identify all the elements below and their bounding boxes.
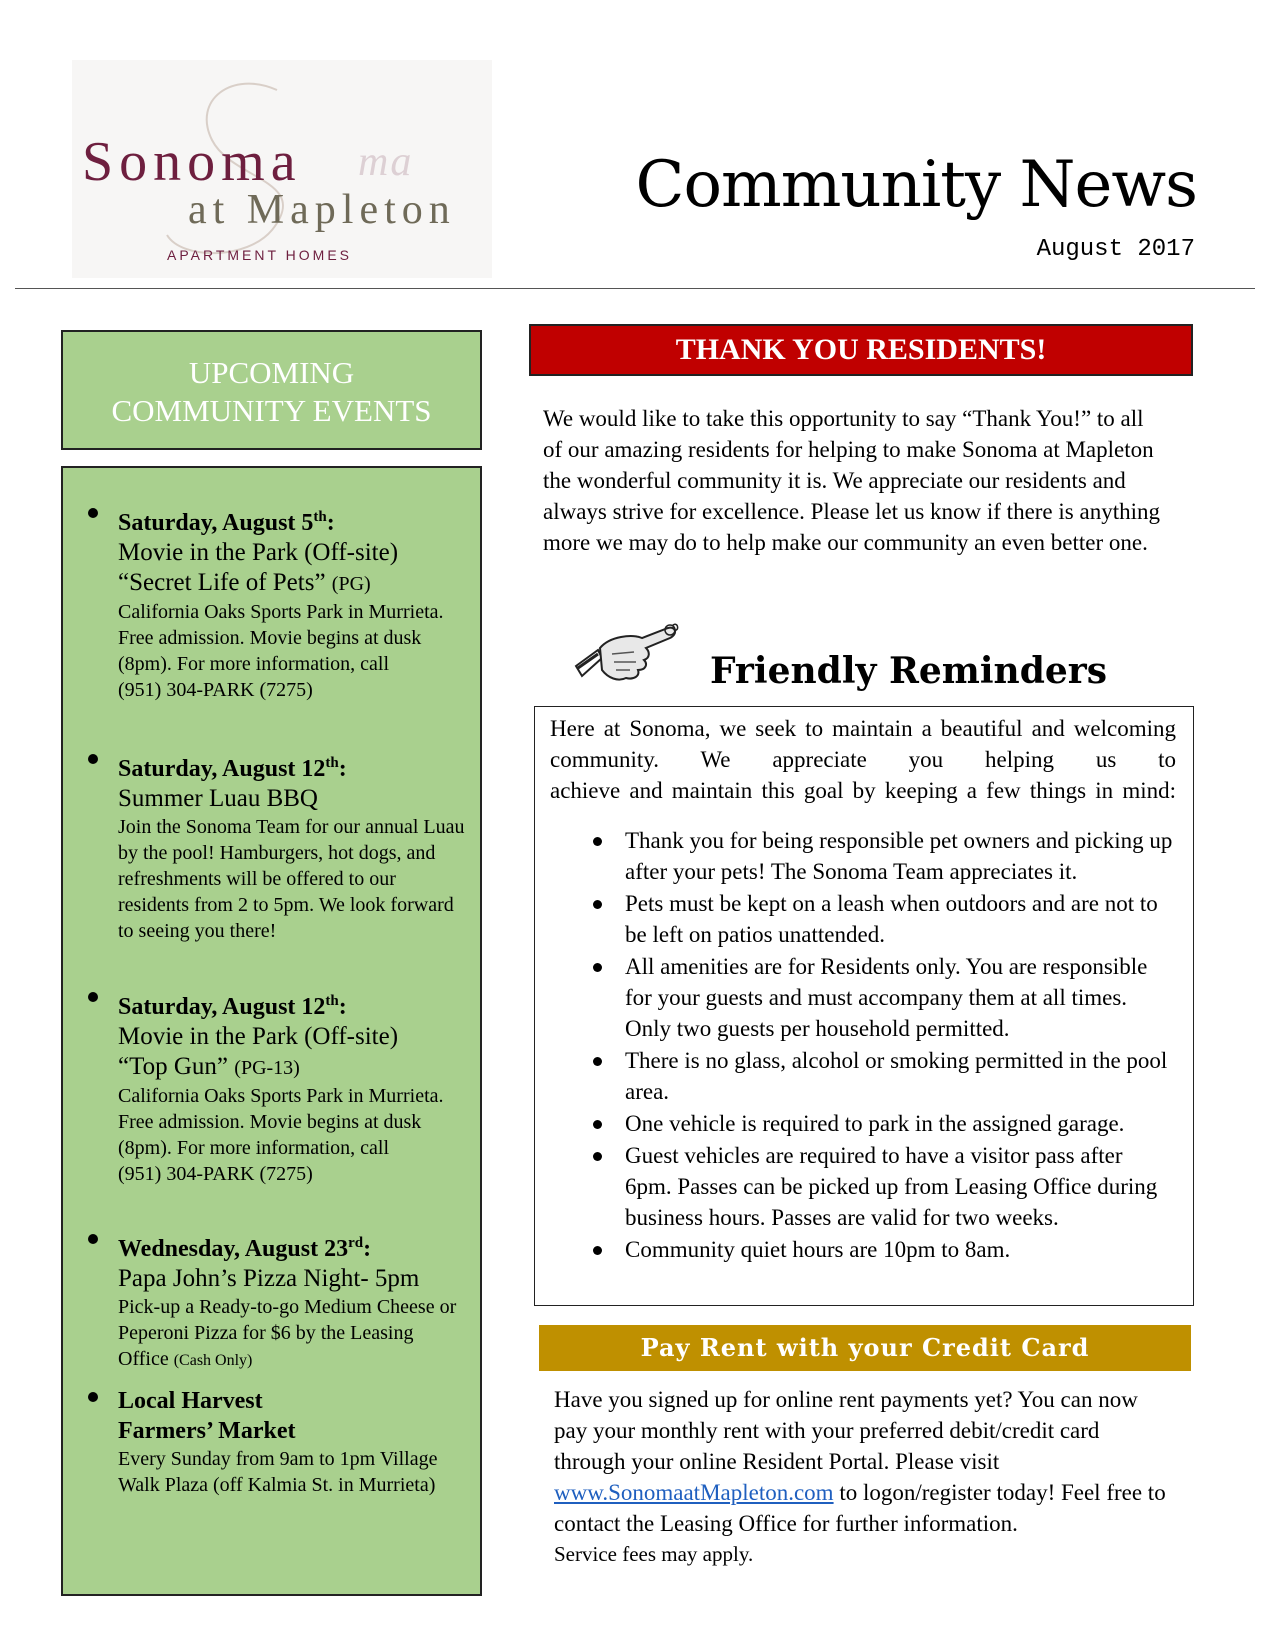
- events-heading-line1: UPCOMING: [188, 355, 355, 390]
- logo-mapleton: at Mapleton: [188, 187, 456, 233]
- event-description: Join the Sonoma Team for our annual Luau by the pool! Hamburgers, hot dogs, and refreshments will be offered to our residents from 2 to 5pm. We look forward to seeing you there!: [118, 816, 465, 942]
- event-name: Summer Luau BBQ: [118, 785, 318, 812]
- event-item: [118, 1386, 468, 1498]
- reminder-item: Community quiet hours are 10pm to 8am.: [625, 1234, 1173, 1265]
- logo-ghost-text: ma: [358, 139, 414, 185]
- event-item: [118, 502, 468, 703]
- bullet-icon: [88, 508, 98, 518]
- event-phone: (951) 304-PARK (7275): [118, 1163, 313, 1185]
- logo-tagline: APARTMENT HOMES: [167, 247, 353, 263]
- resident-portal-link[interactable]: www.SonomaatMapleton.com: [554, 1480, 834, 1505]
- reminder-item: All amenities are for Residents only. You are responsible for your guests and must accompany them at all times. Only two guests per household permitted.: [625, 951, 1173, 1044]
- event-description: California Oaks Sports Park in Murrieta. Free admission. Movie begins at dusk (8pm). For more information, call: [118, 601, 444, 675]
- reminders-intro: Here at Sonoma, we seek to maintain a beautiful and welcoming community. We appreciate you helping us to achieve and maintain this goal by keeping a few things in mind:: [550, 716, 1176, 803]
- event-movie: “Top Gun” (PG-13): [118, 1053, 300, 1080]
- thanks-body: We would like to take this opportunity to say “Thank You!” to all of our amazing residents for helping to make Sonoma at Mapleton the wonderful community it is. We appreciate our residents and always strive for excellence. Please let us know if there is anything more we may do to help make our community an even better one.: [543, 406, 1160, 555]
- event-title-line2: Farmers’ Market: [118, 1418, 296, 1444]
- reminders-list: [625, 825, 1173, 1266]
- reminder-item: Thank you for being responsible pet owners and picking up after your pets! The Sonoma Team appreciates it.: [625, 825, 1173, 887]
- event-item: [118, 748, 468, 944]
- event-date: Saturday, August 12th:: [118, 993, 347, 1020]
- event-description: Every Sunday from 9am to 1pm Village Walk Plaza (off Kalmia St. in Murrieta): [118, 1448, 438, 1496]
- reminder-item: There is no glass, alcohol or smoking permitted in the pool area.: [625, 1045, 1173, 1107]
- reminders-box: [534, 706, 1194, 1306]
- bullet-icon: [88, 992, 98, 1002]
- newsletter-date: August 2017: [1036, 236, 1195, 263]
- event-date: Saturday, August 5th:: [118, 509, 335, 536]
- event-date: Saturday, August 12th:: [118, 755, 347, 782]
- reminder-item: Pets must be kept on a leash when outdoors and are not to be left on patios unattended.: [625, 888, 1173, 950]
- rent-heading: Pay Rent with your Credit Card: [539, 1325, 1191, 1371]
- rent-body: Have you signed up for online rent payments yet? You can now pay your monthly rent with your preferred debit/credit card through your online Resident Portal. Please visit www.SonomaatMapleton.com to logon/register today! Feel free to contact the Leasing Office for further information. Service fees may apply.: [554, 1384, 1174, 1570]
- logo-sonoma: Sonoma: [82, 131, 302, 193]
- header-divider: [15, 288, 1255, 289]
- rent-fine-print: Service fees may apply.: [554, 1542, 754, 1566]
- event-movie: “Secret Life of Pets” (PG): [118, 569, 371, 596]
- event-name: Movie in the Park (Off-site): [118, 539, 399, 566]
- event-date: Wednesday, August 23rd:: [118, 1235, 372, 1262]
- thanks-heading: THANK YOU RESIDENTS!: [529, 324, 1193, 376]
- newsletter-title: Community News: [635, 148, 1197, 222]
- bullet-icon: [88, 754, 98, 764]
- event-item: [118, 1228, 468, 1374]
- events-panel: [61, 466, 482, 1596]
- event-description: California Oaks Sports Park in Murrieta. Free admission. Movie begins at dusk (8pm). For more information, call: [118, 1085, 444, 1159]
- event-phone: (951) 304-PARK (7275): [118, 679, 313, 701]
- event-name: Movie in the Park (Off-site): [118, 1023, 399, 1050]
- reminder-item: Guest vehicles are required to have a visitor pass after 6pm. Passes can be picked up from Leasing Office during business hours. Passes are valid for two weeks.: [625, 1140, 1173, 1233]
- event-item: [118, 986, 468, 1187]
- event-title-line1: Local Harvest: [118, 1388, 263, 1414]
- logo: [72, 60, 492, 278]
- pointing-hand-icon: [572, 618, 682, 701]
- events-heading: [61, 330, 482, 450]
- bullet-icon: [88, 1234, 98, 1244]
- event-name: Papa John’s Pizza Night- 5pm: [118, 1265, 420, 1292]
- bullet-icon: [88, 1392, 98, 1402]
- reminders-heading: Friendly Reminders: [710, 650, 1108, 692]
- reminder-item: One vehicle is required to park in the assigned garage.: [625, 1108, 1173, 1139]
- events-heading-line2: COMMUNITY EVENTS: [111, 393, 432, 428]
- event-description: Pick-up a Ready-to-go Medium Cheese or Peperoni Pizza for $6 by the Leasing Office (Cash Only): [118, 1296, 457, 1370]
